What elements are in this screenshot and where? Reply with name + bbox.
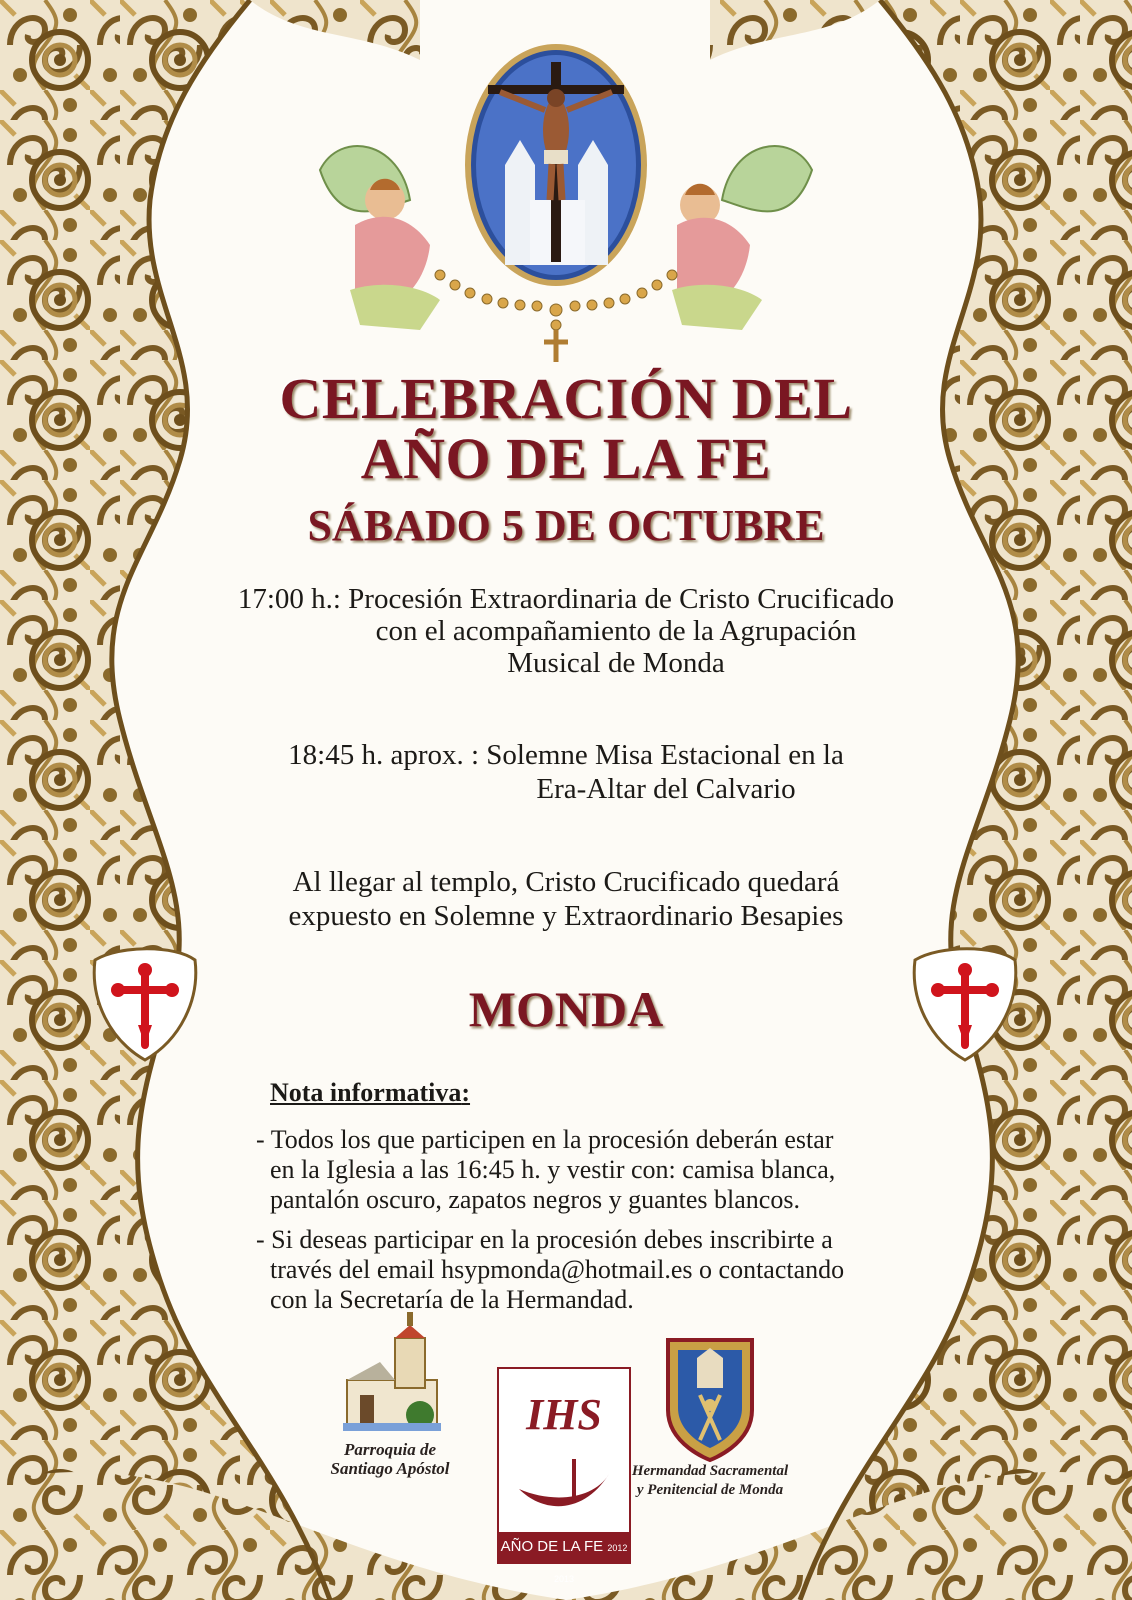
town-name: MONDA xyxy=(468,981,664,1037)
brotherhood-caption xyxy=(625,1462,795,1500)
year-of-faith-label xyxy=(499,1532,629,1584)
event2-line1: 18:45 h. aprox. : Solemne Misa Estacional en la xyxy=(288,739,844,771)
note-item2-post: o contactando xyxy=(699,1255,845,1284)
note-heading-text: Nota informativa xyxy=(270,1078,462,1107)
note-item1-line1: - Todos los que participen en la procesión deberán estar xyxy=(256,1125,834,1154)
right-angel-icon xyxy=(672,146,812,330)
year-of-faith-years: 2012 2013 xyxy=(553,1543,628,1584)
left-angel-icon xyxy=(320,146,440,330)
event1-line2: con el acompañamiento de la Agrupación xyxy=(375,615,857,647)
title-line-2: AÑO DE LA FE xyxy=(360,426,772,491)
year-of-faith-text: AÑO DE LA FE xyxy=(500,1538,604,1555)
parish-church-logo xyxy=(343,1312,441,1431)
ihs-monogram: IHS xyxy=(526,1390,602,1439)
note-item1-line3: pantalón oscuro, zapatos negros y guantes blancos. xyxy=(270,1185,800,1214)
brotherhood-caption-line1: Hermandad Sacramental xyxy=(631,1463,789,1479)
parish-caption xyxy=(315,1440,465,1478)
title-line-1: CELEBRACIÓN DEL xyxy=(279,366,853,431)
brotherhood-caption-line2: y Penitencial de Monda xyxy=(636,1482,784,1498)
note-item2-line2 xyxy=(270,1255,844,1285)
event1-line1: 17:00 h.: Procesión Extraordinaria de Cristo Crucificado xyxy=(237,583,895,615)
note-heading: Nota informativa: xyxy=(270,1078,471,1107)
parish-caption-line2: Santiago Apóstol xyxy=(330,1459,450,1478)
email-link[interactable]: hsypmonda@hotmail.es xyxy=(441,1255,693,1284)
event1-line3: Musical de Monda xyxy=(507,647,725,679)
event-date: SÁBADO 5 DE OCTUBRE xyxy=(307,501,825,550)
note-item2-line3: con la Secretaría de la Hermandad. xyxy=(270,1285,634,1314)
note-item2-line1: - Si deseas participar en la procesión debes inscribirte a xyxy=(256,1225,833,1254)
boat-icon xyxy=(514,1454,614,1524)
event2-line2: Era-Altar del Calvario xyxy=(536,773,796,805)
event3-line2: expuesto en Solemne y Extraordinario Besapies xyxy=(288,900,844,932)
event3-line1: Al llegar al templo, Cristo Crucificado quedará xyxy=(292,866,840,898)
note-item2-pre: través del email xyxy=(270,1255,435,1284)
note-item1-line2: en la Iglesia a las 16:45 h. y vestir con: camisa blanca, xyxy=(270,1155,836,1184)
parish-caption-line1: Parroquia de xyxy=(343,1440,437,1459)
brotherhood-shield-logo xyxy=(668,1340,752,1460)
year-of-faith-logo xyxy=(497,1367,631,1584)
crucifix-medallion xyxy=(468,47,644,283)
